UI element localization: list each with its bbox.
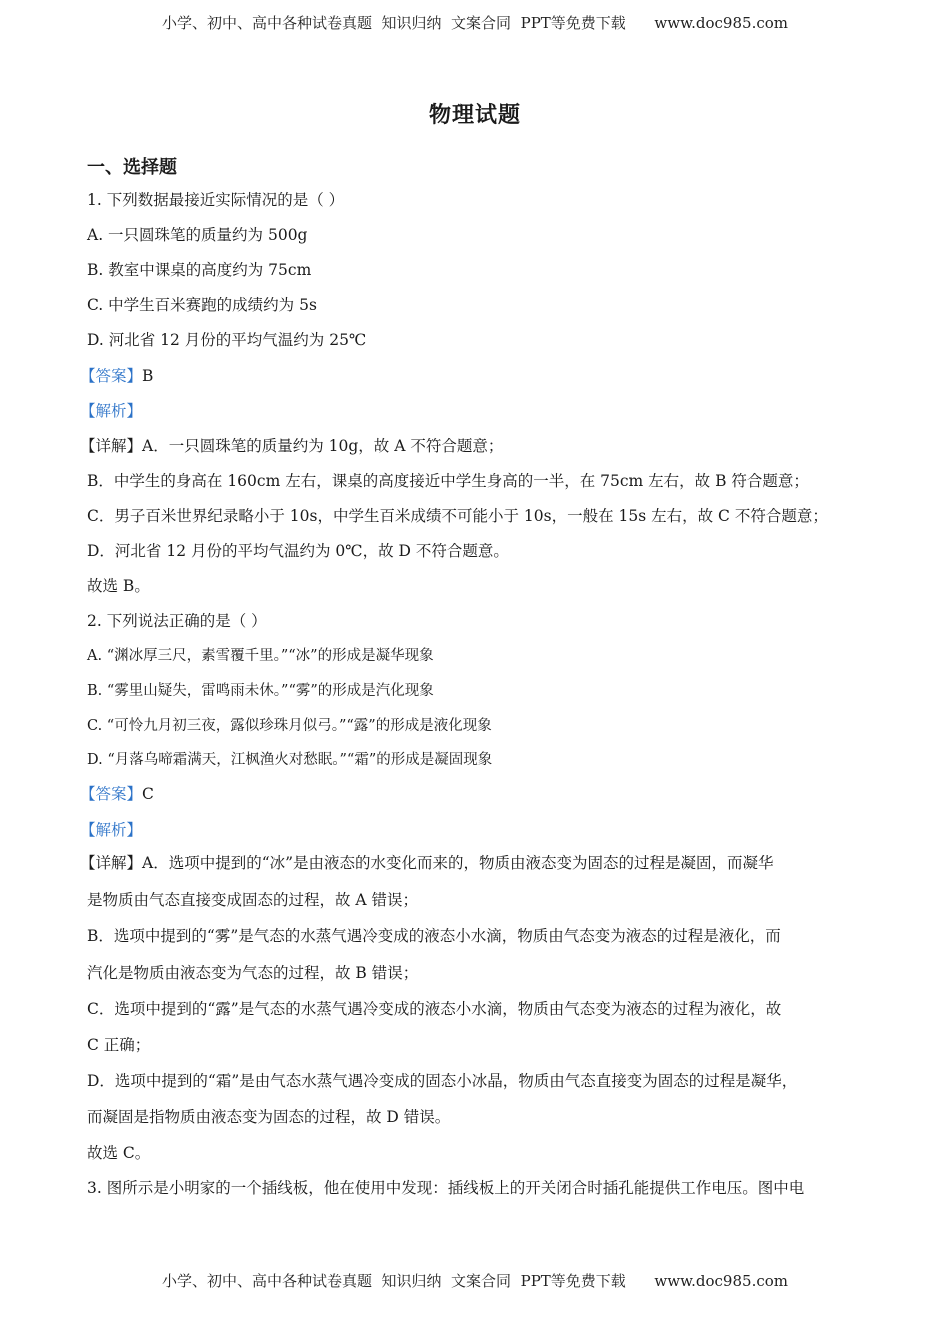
q2-detail-a-cont: 是物质由气态直接变成固态的过程，故 A 错误； — [87, 891, 419, 909]
q1-detail-b: B．中学生的身高在 160cm 左右，课桌的高度接近中学生身高的一半，在 75cm 左右，故 B 符合题意； — [87, 472, 809, 490]
q2-option-a: A. “渊冰厚三尺，素雪覆千里。”“冰”的形成是凝华现象 — [87, 648, 434, 664]
q2-option-d: D. “月落乌啼霜满天，江枫渔火对愁眠。”“霜”的形成是凝固现象 — [87, 752, 493, 768]
q1-stem: 1. 下列数据最接近实际情况的是（ ） — [87, 191, 345, 209]
q2-detail-c: C．选项中提到的“露”是气态的水蒸气遇冷变成的液态小水滴，物质由气态变为液态的过程为液化，故 — [87, 1000, 782, 1018]
answer-tag: 【答案】 — [80, 785, 143, 803]
q2-conclusion: 故选 C。 — [87, 1144, 151, 1162]
q1-conclusion: 故选 B。 — [87, 577, 150, 595]
q2-stem: 2. 下列说法正确的是（ ） — [87, 612, 267, 630]
q2-answer — [80, 784, 154, 804]
q2-detail-a: 【详解】A．选项中提到的“冰”是由液态的水变化而来的，物质由液态变为固态的过程是凝固，而凝华 — [80, 854, 774, 872]
q2-detail-c-cont: C 正确； — [87, 1036, 151, 1054]
detail-tag: 【详解】 — [80, 854, 143, 872]
q2-analysis-tag: 【解析】 — [80, 821, 143, 839]
q1-detail-d: D．河北省 12 月份的平均气温约为 0℃，故 D 不符合题意。 — [87, 542, 509, 560]
q1-answer — [80, 366, 153, 386]
answer-value: B — [142, 367, 154, 385]
q2-detail-b-cont: 汽化是物质由液态变为气态的过程，故 B 错误； — [87, 964, 419, 982]
q2-detail-d: D．选项中提到的“霜”是由气态水蒸气遇冷变成的固态小冰晶，物质由气态直接变为固态的过程是凝华， — [87, 1072, 798, 1090]
detail-tag: 【详解】 — [80, 437, 143, 455]
page-title: 物理试题 — [428, 102, 521, 128]
q2-detail-d-cont: 而凝固是指物质由液态变为固态的过程，故 D 错误。 — [87, 1108, 451, 1126]
q1-option-d: D. 河北省 12 月份的平均气温约为 25℃ — [87, 331, 367, 349]
q3-stem: 3. 图所示是小明家的一个插线板，他在使用中发现：插线板上的开关闭合时插孔能提供工作电压。图中电 — [87, 1179, 805, 1197]
answer-value: C — [142, 785, 154, 803]
q1-option-b: B. 教室中课桌的高度约为 75cm — [87, 261, 312, 279]
q1-option-a: A. 一只圆珠笔的质量约为 500g — [87, 226, 308, 244]
page-footer: 小学、初中、高中各种试卷真题 知识归纳 文案合同 PPT等免费下载 www.doc985.com — [161, 1272, 788, 1290]
q1-detail-a: 【详解】A．一只圆珠笔的质量约为 10g，故 A 不符合题意； — [80, 437, 504, 455]
page-header: 小学、初中、高中各种试卷真题 知识归纳 文案合同 PPT等免费下载 www.doc985.com — [161, 14, 788, 32]
q1-analysis-tag: 【解析】 — [80, 402, 143, 420]
section-heading: 一、选择题 — [87, 157, 177, 178]
q2-detail-b: B．选项中提到的“雾”是气态的水蒸气遇冷变成的液态小水滴，物质由气态变为液态的过程是液化，而 — [87, 927, 781, 945]
q1-option-c: C. 中学生百米赛跑的成绩约为 5s — [87, 296, 317, 314]
q2-option-c: C. “可怜九月初三夜，露似珍珠月似弓。”“露”的形成是液化现象 — [87, 718, 492, 734]
q1-detail-c: C．男子百米世界纪录略小于 10s，中学生百米成绩不可能小于 10s，一般在 15s 左右，故 C 不符合题意； — [87, 507, 828, 525]
answer-tag: 【答案】 — [80, 367, 143, 385]
q2-option-b: B. “雾里山疑失，雷鸣雨未休。”“雾”的形成是汽化现象 — [87, 683, 434, 699]
